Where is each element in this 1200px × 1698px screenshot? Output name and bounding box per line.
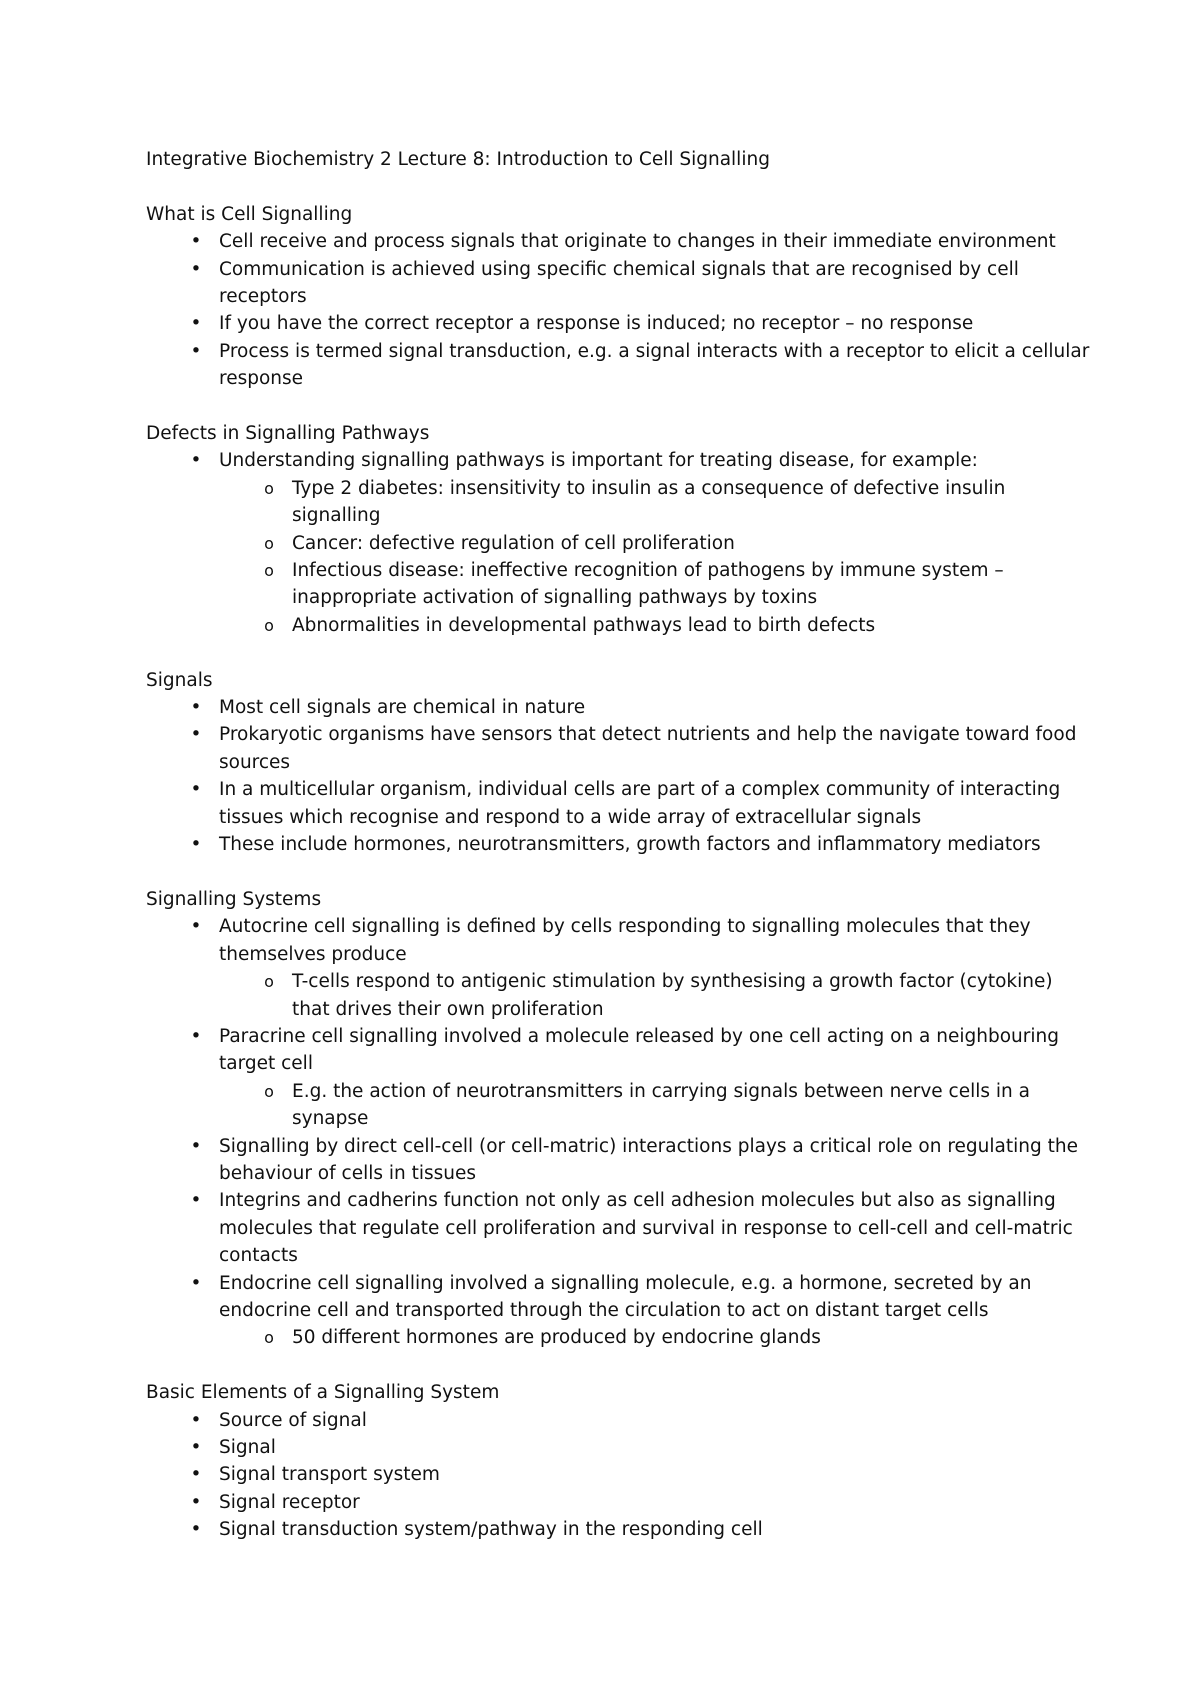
sub-list-item [219,968,1096,1023]
bullet-list [146,913,1096,1352]
list-item-text: Source of signal [219,1409,367,1431]
list-item [146,776,1096,831]
list-item [146,1434,1096,1461]
sub-bullet-list [219,1324,1096,1351]
list-item [146,228,1096,255]
bullet-icon: • [190,1025,202,1047]
list-item [146,913,1096,1023]
sub-bullet-icon: o [264,615,274,635]
sub-list-item-text: Abnormalities in developmental pathways lead to birth defects [292,614,876,636]
sub-list-item-text: E.g. the action of neurotransmitters in carrying signals between nerve cells in a synapse [292,1080,1030,1130]
bullet-list [146,694,1096,858]
list-item-text: Communication is achieved using specific chemical signals that are recognised by cell receptors [219,258,1019,308]
bullet-icon: • [190,258,202,280]
sub-bullet-icon: o [264,561,274,581]
section-spacer [146,393,1096,420]
list-item-text: Cell receive and process signals that originate to changes in their immediate environment [219,231,1056,253]
section-spacer [146,173,1096,200]
section-heading: What is Cell Signalling [146,203,353,225]
sub-list-item-text: Cancer: defective regulation of cell proliferation [292,532,735,554]
sub-bullet-list [219,968,1096,1023]
sub-bullet-icon: o [264,1081,274,1101]
bullet-list [146,228,1096,392]
section-heading: Signalling Systems [146,888,322,910]
sub-bullet-icon: o [264,1328,274,1348]
list-item-text: Signal [219,1437,276,1459]
bullet-icon: • [190,450,202,472]
bullet-icon: • [190,916,202,938]
list-item-text: Understanding signalling pathways is important for treating disease, for example: [219,450,978,472]
list-item [146,721,1096,776]
bullet-icon: • [190,724,202,746]
list-item-text: Paracrine cell signalling involved a molecule released by one cell acting on a neighbouring target cell [219,1025,1059,1075]
list-item [146,310,1096,337]
bullet-icon: • [190,697,202,719]
list-item [146,694,1096,721]
bullet-list [146,447,1096,639]
sub-list-item [219,475,1096,530]
sub-bullet-icon: o [264,533,274,553]
list-item [146,1407,1096,1434]
list-item-text: If you have the correct receptor a response is induced; no receptor – no response [219,313,974,335]
section-spacer [146,1352,1096,1379]
section-heading: Defects in Signalling Pathways [146,423,430,445]
list-item [146,1187,1096,1269]
sub-list-item [219,530,1096,557]
list-item [146,1023,1096,1133]
sub-list-item [219,612,1096,639]
list-item [146,1461,1096,1488]
bullet-icon: • [190,231,202,253]
bullet-icon: • [190,1464,202,1486]
list-item [146,1489,1096,1516]
sub-bullet-list [219,1078,1096,1133]
section-heading: Basic Elements of a Signalling System [146,1382,500,1404]
list-item-text: Prokaryotic organisms have sensors that detect nutrients and help the navigate toward food sources [219,724,1077,773]
sub-list-item-text: Infectious disease: ineffective recognition of pathogens by immune system – inappropriate activation of signalling pathways by toxins [292,560,1004,609]
bullet-icon: • [190,1519,202,1541]
list-item-text: Process is termed signal transduction, e.g. a signal interacts with a receptor to elicit a cellular response [219,340,1090,390]
list-item-text: Integrins and cadherins function not only as cell adhesion molecules but also as signalling molecules that regulate cell proliferation and survival in response to cell-cell and cell-matric contacts [219,1190,1073,1267]
list-item-text: Endocrine cell signalling involved a signalling molecule, e.g. a hormone, secreted by an endocrine cell and transported through the circulation to act on distant target cells [219,1272,1032,1321]
list-item [146,1516,1096,1543]
list-item [146,1270,1096,1352]
section-spacer [146,859,1096,886]
list-item [146,338,1096,393]
list-item [146,447,1096,639]
bullet-icon: • [190,1135,202,1157]
sub-list-item-text: T-cells respond to antigenic stimulation by synthesising a growth factor (cytokine) that drives their own proliferation [292,971,1053,1020]
document-title: Integrative Biochemistry 2 Lecture 8: Introduction to Cell Signalling [146,149,770,170]
bullet-icon: • [190,1409,202,1431]
section-spacer [146,639,1096,666]
list-item-text: Signal transduction system/pathway in the responding cell [219,1519,763,1541]
sub-list-item-text: 50 different hormones are produced by endocrine glands [292,1327,821,1349]
list-item [146,831,1096,858]
bullet-icon: • [190,340,202,362]
bullet-icon: • [190,1190,202,1212]
document-body [146,173,1096,1543]
bullet-list [146,1407,1096,1544]
list-item [146,256,1096,311]
sub-list-item [219,1078,1096,1133]
sub-list-item [219,557,1096,612]
bullet-icon: • [190,1437,202,1459]
list-item-text: These include hormones, neurotransmitters, growth factors and inflammatory mediators [219,834,1041,856]
sub-list-item [219,1324,1096,1351]
bullet-icon: • [190,779,202,801]
sub-bullet-icon: o [264,972,274,992]
bullet-icon: • [190,313,202,335]
document-page [146,146,1096,1544]
list-item-text: In a multicellular organism, individual cells are part of a complex community of interacting tissues which recognise and respond to a wide array of extracellular signals [219,779,1061,828]
bullet-icon: • [190,1491,202,1513]
bullet-icon: • [190,834,202,856]
list-item-text: Signalling by direct cell-cell (or cell-matric) interactions plays a critical role on regulating the behaviour of cells in tissues [219,1135,1078,1184]
section-heading: Signals [146,669,213,691]
list-item-text: Autocrine cell signalling is defined by cells responding to signalling molecules that they themselves produce [219,916,1031,965]
sub-bullet-list [219,475,1096,639]
list-item-text: Most cell signals are chemical in nature [219,697,586,719]
list-item [146,1133,1096,1188]
bullet-icon: • [190,1272,202,1294]
sub-list-item-text: Type 2 diabetes: insensitivity to insulin as a consequence of defective insulin signalling [292,477,1006,527]
list-item-text: Signal receptor [219,1491,360,1513]
sub-bullet-icon: o [264,478,274,498]
list-item-text: Signal transport system [219,1464,440,1486]
